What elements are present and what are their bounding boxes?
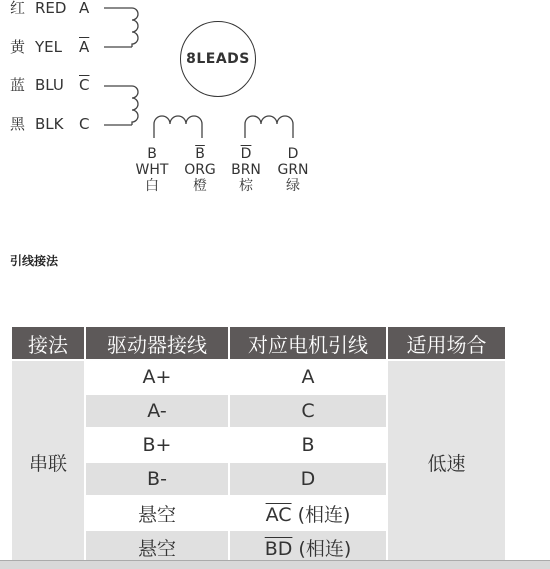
motor-cell: B [229, 428, 387, 462]
driver-cell: 悬空 [85, 530, 229, 564]
wire-color-label: YEL [35, 38, 62, 56]
wire-signal-label: A [79, 0, 90, 17]
lead-signal: $\overline{B}$ [195, 146, 205, 162]
motor-note: (相连) [291, 503, 351, 526]
wire-cn-label: 蓝 [10, 76, 26, 94]
header-driver: 驱动器接线 [85, 327, 229, 360]
wire-color-label: RED [35, 0, 67, 17]
driver-cell: A+ [85, 360, 229, 394]
motor-cell: A [229, 360, 387, 394]
header-usage: 适用场合 [387, 327, 506, 360]
motor-cell [229, 530, 387, 564]
lead-color: GRN [277, 162, 309, 178]
wire-signal-label: C [79, 115, 90, 133]
method-cell: 串联 [12, 360, 85, 564]
coil-a-wire [104, 8, 132, 47]
header-method: 接法 [12, 327, 85, 360]
wire-cn-label: 黄 [10, 38, 26, 56]
table-header-row [12, 327, 506, 360]
lead-cn: 白 [145, 178, 159, 194]
wiring-table [12, 327, 507, 565]
driver-cell: B+ [85, 428, 229, 462]
coil-b-winding [154, 116, 202, 138]
header-motor: 对应电机引线 [229, 327, 387, 360]
lead-signal: D [287, 146, 299, 162]
leads-badge: 8LEADS [180, 21, 256, 97]
lead-signal: $\overline{D}$ [240, 146, 252, 162]
lead-signal: B [147, 146, 157, 162]
motor-bar-pair: $\overline{BD}$ [264, 537, 293, 560]
wire-cn-label: 红 [10, 0, 26, 17]
wire-signal-label: $\overline{C}$ [79, 76, 90, 94]
driver-cell: A- [85, 394, 229, 428]
lead-cn: 棕 [239, 178, 253, 194]
coil-c-winding [132, 86, 138, 125]
coil-lines [0, 0, 320, 150]
motor-bar-pair: $\overline{AC}$ [265, 503, 292, 526]
bottom-lead-d [263, 146, 323, 194]
motor-cell: C [229, 394, 387, 428]
motor-cell: D [229, 462, 387, 496]
lead-color: BRN [231, 162, 261, 178]
coil-d-winding [245, 116, 293, 138]
wire-cn-label: 黑 [10, 115, 26, 133]
coil-c-wire [104, 86, 132, 125]
wire-color-label: BLU [35, 76, 64, 94]
motor-cell [229, 496, 387, 530]
driver-cell: 悬空 [85, 496, 229, 530]
lead-cn: 绿 [286, 178, 300, 194]
driver-cell: B- [85, 462, 229, 496]
coil-a-winding [132, 8, 138, 47]
wire-signal-label: $\overline{A}$ [79, 38, 90, 56]
usage-cell: 低速 [387, 360, 506, 564]
lead-color: ORG [184, 162, 216, 178]
wire-color-label: BLK [35, 115, 64, 133]
lead-cn: 橙 [193, 178, 207, 194]
motor-note: (相连) [292, 537, 352, 560]
lead-color: WHT [135, 162, 169, 178]
section-title: 引线接法 [10, 254, 59, 268]
table-row [12, 360, 506, 394]
